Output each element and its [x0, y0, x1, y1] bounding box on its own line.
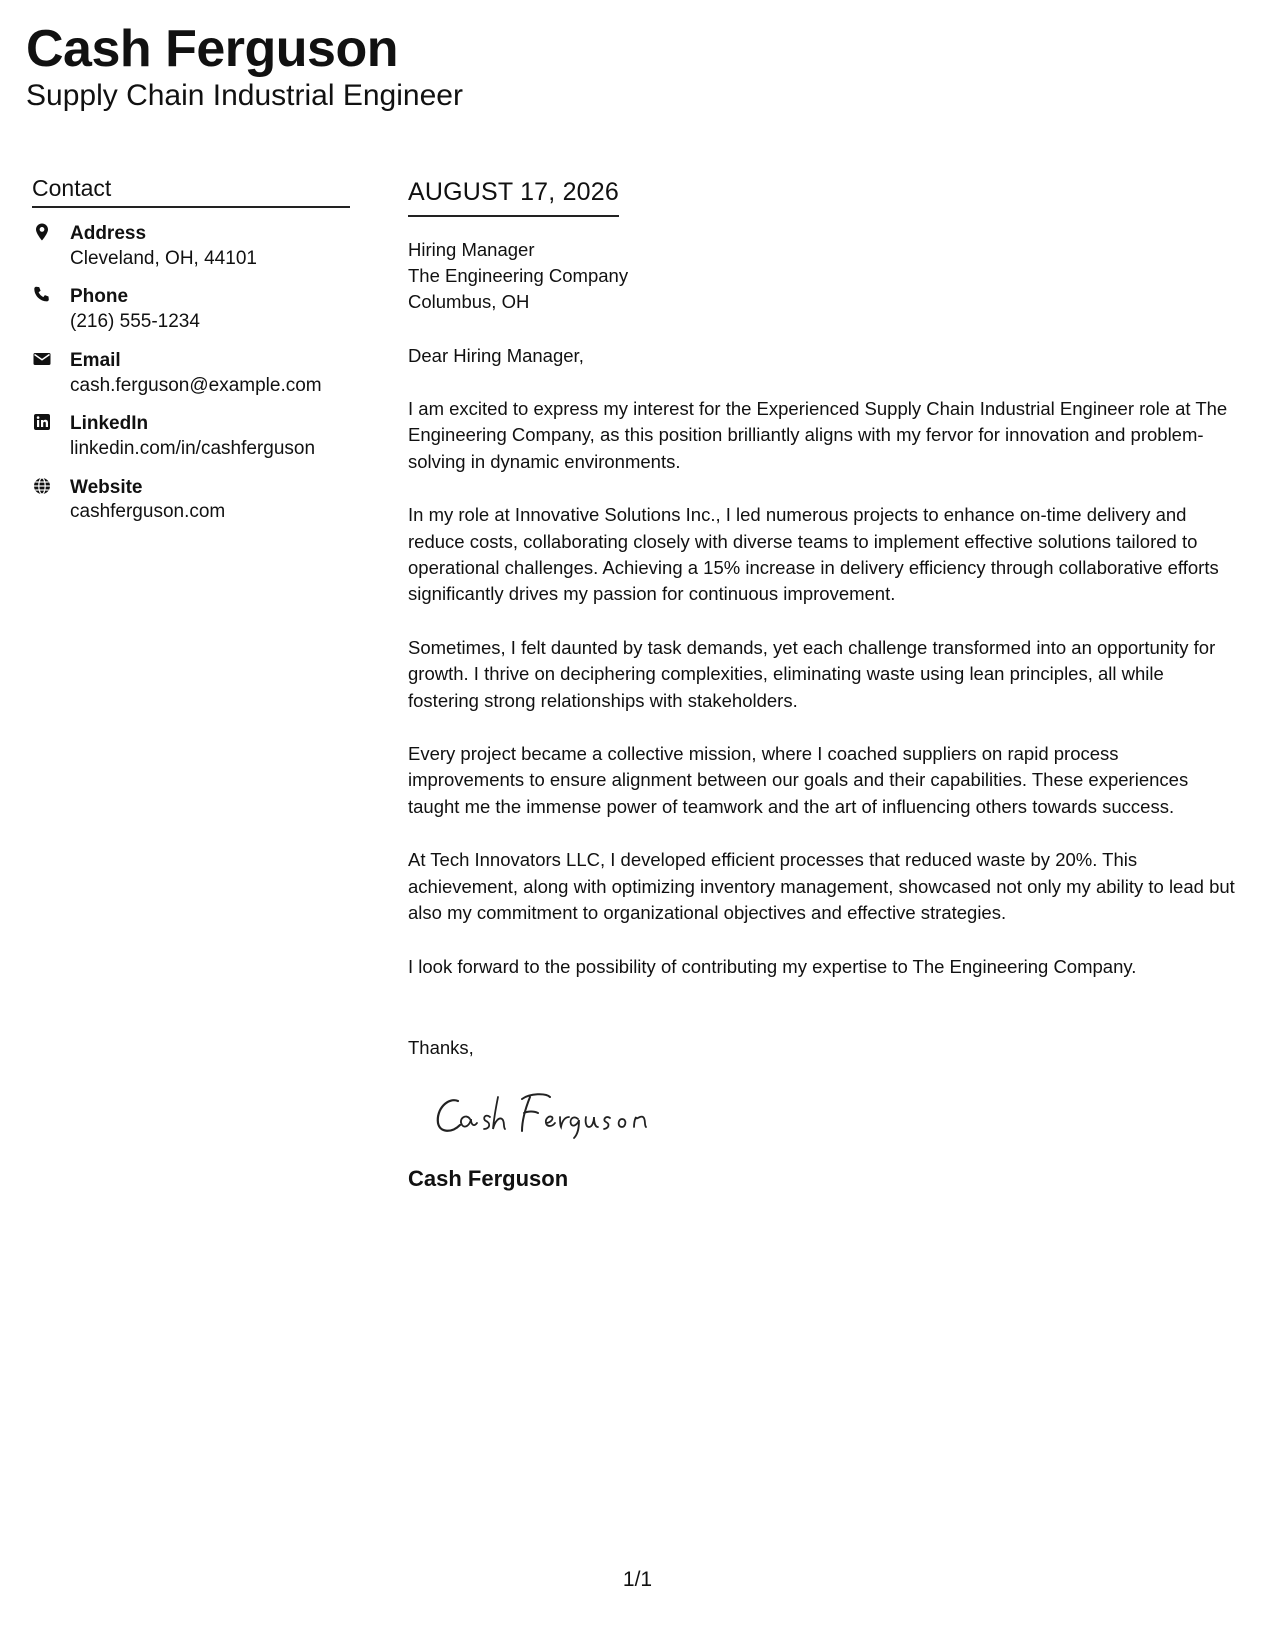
- page-number: 1/1: [622, 1568, 653, 1591]
- contact-address: [32, 222, 350, 271]
- contact-email: [32, 349, 350, 398]
- letter-paragraph: I am excited to express my interest for the Experienced Supply Chain Industrial Engineer role at The Engineering Company, as this position brilliantly aligns with my fervor for innovation and problem-solving in dynamic environments.: [408, 398, 1228, 472]
- recipient-block: [408, 237, 1238, 315]
- resume-header: [26, 22, 463, 113]
- letter-date: AUGUST 17, 2026: [408, 178, 619, 217]
- contact-phone: [32, 285, 350, 334]
- letter-paragraph: In my role at Innovative Solutions Inc., I led numerous projects to enhance on-time delivery and reduce costs, collaborating closely with diverse teams to implement effective solutions tailored to operational challenges. Achieving a 15% increase in delivery efficiency through collaborative efforts significantly drives my passion for continuous improvement.: [408, 504, 1219, 605]
- envelope-icon: [32, 349, 52, 369]
- contact-sidebar: [32, 175, 350, 525]
- contact-label: Phone: [70, 286, 129, 308]
- handwritten-signature: [430, 1083, 670, 1143]
- contact-label: LinkedIn: [70, 413, 149, 435]
- map-pin-icon: [32, 222, 52, 242]
- contact-heading: Contact: [32, 175, 350, 208]
- letter-paragraph: I look forward to the possibility of contributing my expertise to The Engineering Company.: [408, 955, 1137, 977]
- contact-label: Address: [70, 223, 147, 244]
- contact-website: [32, 476, 350, 525]
- letter-paragraph: Sometimes, I felt daunted by task demands, yet each challenge transformed into an opportunity for growth. I thrive on deciphering complexities, eliminating waste using lean principles, all while fostering strong relationships with stakeholders.: [408, 636, 1216, 711]
- contact-linkedin: [32, 412, 350, 461]
- contact-label: Email: [70, 349, 121, 371]
- closing: Thanks,: [408, 1036, 474, 1058]
- linkedin-icon: [32, 412, 52, 432]
- candidate-name: Cash Ferguson: [26, 20, 398, 78]
- signer-name: Cash Ferguson: [408, 1165, 569, 1191]
- recipient-company: The Engineering Company: [408, 265, 629, 286]
- recipient-title: Hiring Manager: [408, 239, 535, 260]
- contact-label: Website: [70, 476, 143, 498]
- email-value: cash.ferguson@example.com: [70, 374, 322, 396]
- salutation: Dear Hiring Manager,: [408, 345, 584, 366]
- address-value: Cleveland, OH, 44101: [70, 247, 257, 269]
- website-value: cashferguson.com: [70, 501, 226, 523]
- letter-body: [408, 178, 1238, 1192]
- phone-icon: [32, 285, 52, 305]
- letter-paragraph: At Tech Innovators LLC, I developed efficient processes that reduced waste by 20%. This achievement, along with optimizing inventory management, showcased not only my ability to lead but also my commitment to organizational objectives and effective strategies.: [408, 849, 1235, 924]
- phone-value: (216) 555-1234: [70, 311, 200, 333]
- globe-icon: [32, 476, 52, 496]
- recipient-location: Columbus, OH: [408, 291, 530, 312]
- candidate-role: Supply Chain Industrial Engineer: [26, 78, 463, 112]
- letter-paragraph: Every project became a collective mission, where I coached suppliers on rapid process improvements to ensure alignment between our goals and their capabilities. These experiences taught me the immense power of teamwork and the art of influencing others towards success.: [408, 743, 1189, 817]
- linkedin-value: linkedin.com/in/cashferguson: [70, 437, 316, 459]
